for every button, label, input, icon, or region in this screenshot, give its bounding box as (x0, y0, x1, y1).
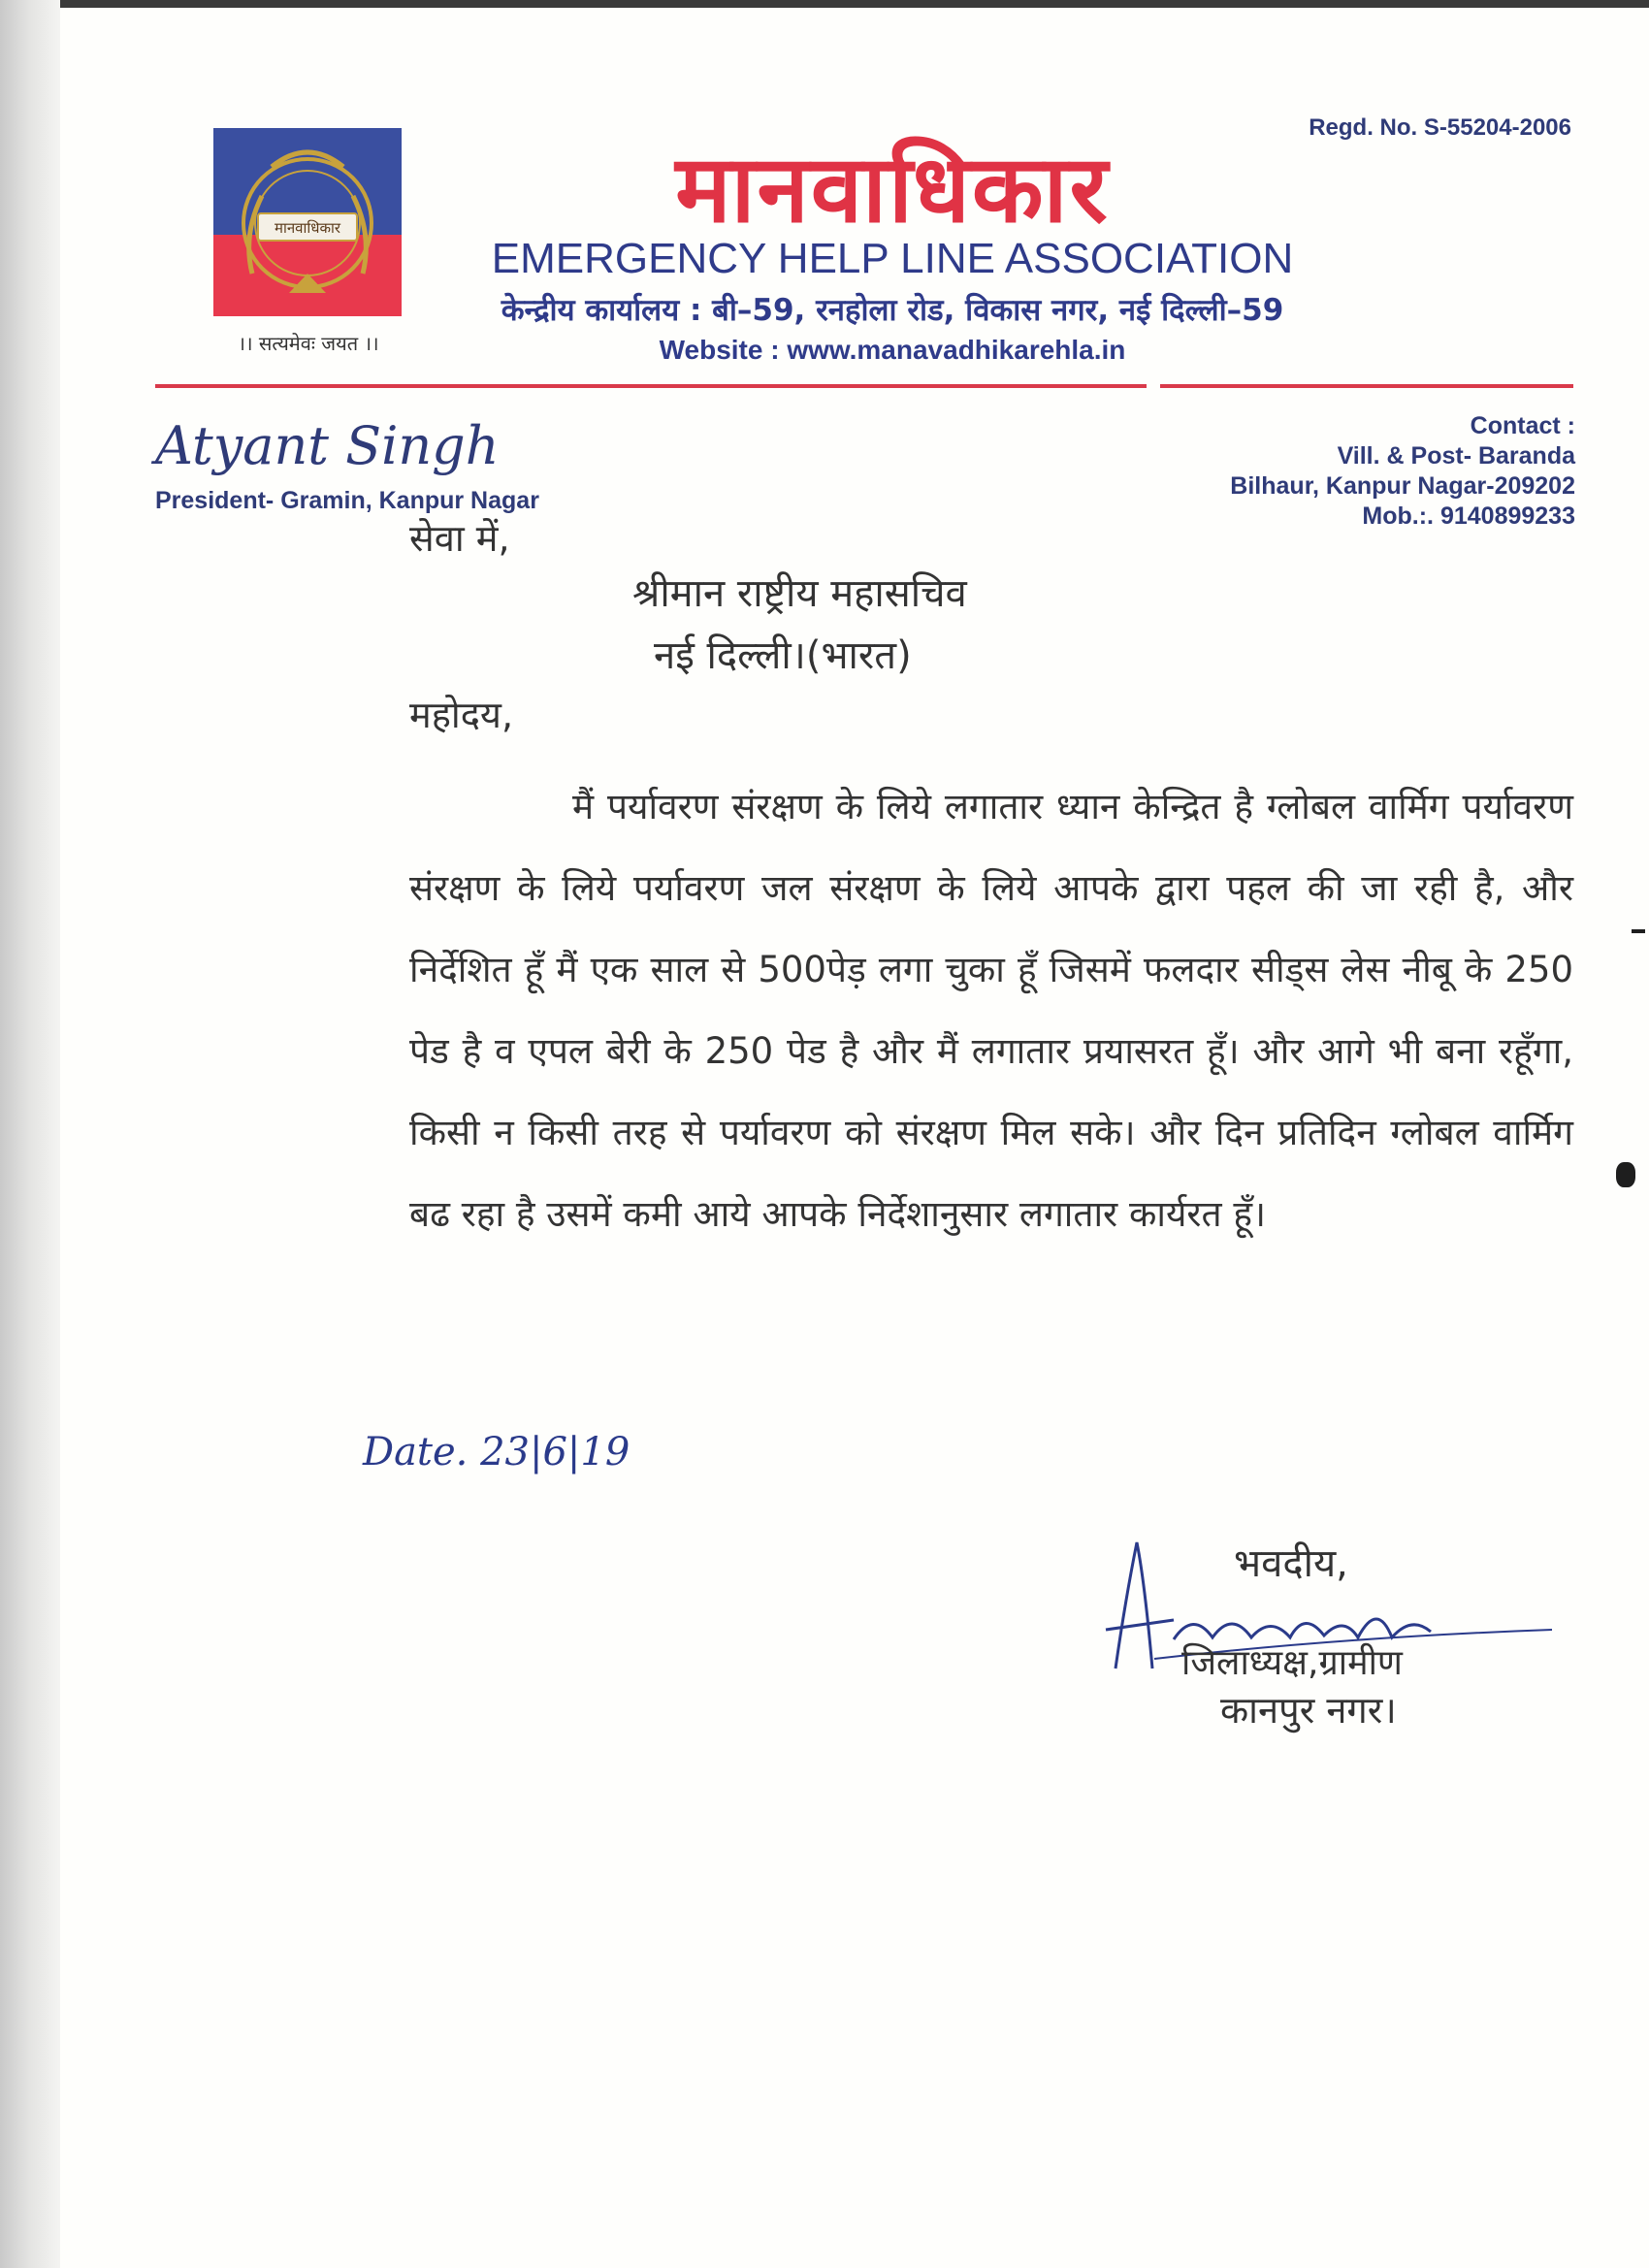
recipient-line-2: नई दिल्ली।(भारत) (654, 633, 912, 678)
office-address: केन्द्रीय कार्यालय : बी–59, रनहोला रोड, विकास नगर, नई दिल्ली–59 (501, 293, 1284, 328)
registration-number: Regd. No. S-55204-2006 (1309, 114, 1571, 141)
letter-closing: भवदीय, (1234, 1541, 1348, 1586)
scan-edge-left (0, 0, 60, 2268)
association-logo (213, 128, 402, 316)
sender-name: Atyant Singh (155, 415, 500, 476)
recipient-line-1: श्रीमान राष्ट्रीय महासचिव (632, 571, 967, 616)
handwritten-date: Date. 23|6|19 (363, 1430, 630, 1474)
letter-salutation: सेवा में, (409, 517, 510, 560)
contact-block (1096, 411, 1575, 532)
contact-address-line2: Bilhaur, Kanpur Nagar-209202 (1230, 472, 1575, 500)
scan-speck (1632, 929, 1645, 933)
sender-title: President- Gramin, Kanpur Nagar (155, 487, 539, 514)
logo-motto: ।। सत्यमेवः जयत ।। (238, 332, 379, 355)
sender-designation: जिलाध्यक्ष,ग्रामीण (1181, 1643, 1403, 1683)
brand-title-hindi: मानवाधिकार (675, 135, 1110, 243)
contact-heading: Contact : (1470, 412, 1575, 439)
letter-body: मैं पर्यावरण संरक्षण के लिये लगातार ध्यान केन्द्रित है ग्लोबल वार्मिग पर्यावरण संरक्षण के लिये पर्यावरण जल संरक्षण के लिये आपके द्वारा पहल की जा रही है, और निर्देशित हूँ मैं एक साल से 500पेड़ लगा चुका हूँ जिसमें फलदार सीड्स लेस नीबू के 250 पेड है व एपल बेरी के 250 पेड है और मैं लगातार प्रयासरत हूँ। और आगे भी बना रहूँगा, किसी न किसी तरह से पर्यावरण को संरक्षण मिल सके। और दिन प्रतिदिन ग्लोबल वार्मिग बढ रहा है उसमें कमी आये आपके निर्देशानुसार लगातार कार्यरत हूँ। (409, 786, 1573, 1235)
scan-edge-top (0, 0, 1649, 8)
scan-speck (1616, 1162, 1635, 1187)
contact-mobile: Mob.:. 9140899233 (1362, 502, 1575, 530)
logo-label: मानवाधिकार (274, 219, 341, 237)
letter-greeting: महोदय, (409, 694, 514, 736)
header-divider (155, 384, 1573, 388)
contact-address-line1: Vill. & Post- Baranda (1337, 442, 1575, 470)
sender-place: कानपुर नगर। (1220, 1689, 1397, 1732)
website-line: Website : www.manavadhikarehla.in (659, 335, 1126, 365)
brand-title-english: EMERGENCY HELP LINE ASSOCIATION (491, 235, 1294, 282)
